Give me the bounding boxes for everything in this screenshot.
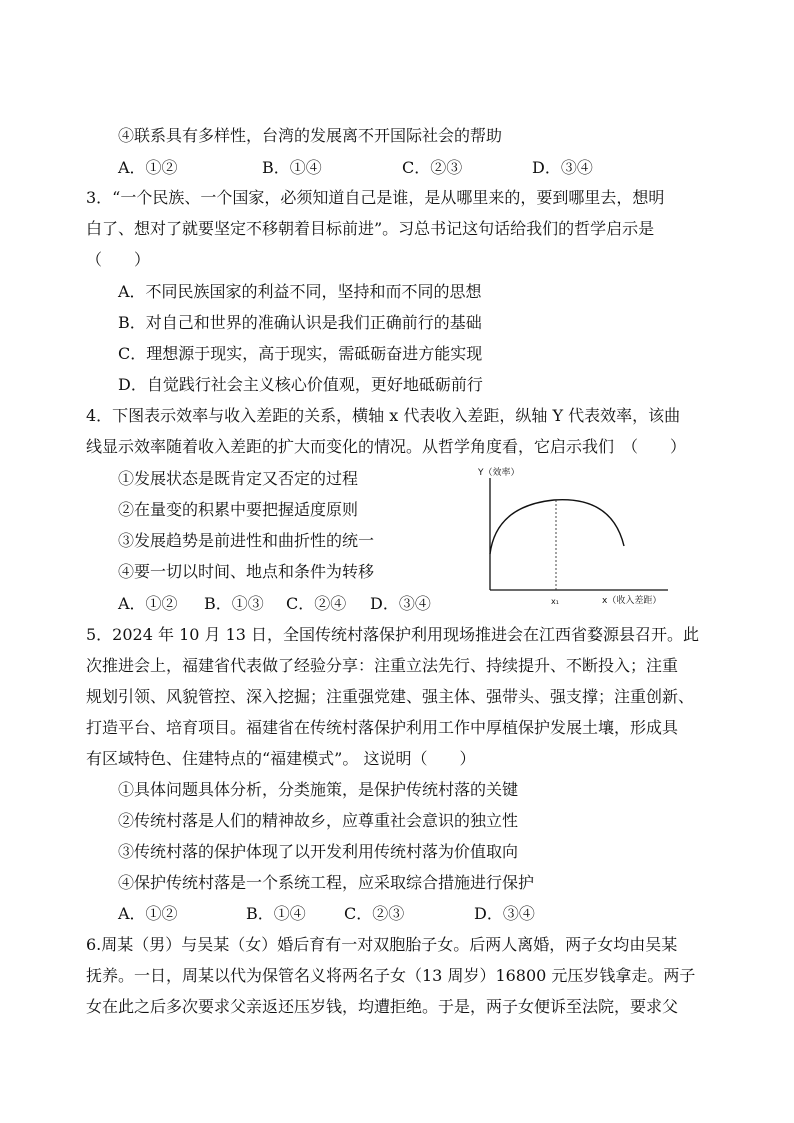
q5-item-2: ②传统村落是人们的精神故乡，应尊重社会意识的独立性 — [118, 811, 519, 830]
q3-choice-d: D．自觉践行社会主义核心价值观，更好地砥砺前行 — [118, 375, 483, 394]
q4-stem-line-1: 4．下图表示效率与收入差距的关系，横轴 x 代表收入差距，纵轴 Y 代表效率，该曲 — [86, 406, 681, 425]
efficiency-income-gap-graph — [472, 462, 682, 612]
q5-option-d: D．③④ — [474, 904, 535, 923]
q5-item-4: ④保护传统村落是一个系统工程，应采取综合措施进行保护 — [118, 873, 535, 892]
q4-option-b: B．①③ — [204, 594, 264, 613]
q3-stem-line-2: 白了、想对了就要坚定不移朝着目标前进”。习总书记这句话给我们的哲学启示是 — [86, 219, 655, 238]
q5-option-c: C．②③ — [344, 904, 405, 923]
q5-option-a: A．①② — [118, 904, 178, 923]
graph-curve — [490, 500, 624, 554]
q4-option-a: A．①② — [118, 594, 178, 613]
graph-y-axis-label: Y（效率） — [478, 468, 520, 478]
q6-stem-line-3: 女在此之后多次要求父亲返还压岁钱，均遭拒绝。于是，两子女便诉至法院，要求父 — [86, 997, 679, 1016]
q5-stem-line-5: 有区域特色、住建特点的“福建模式”。 这说明（ ） — [86, 749, 476, 768]
q2-option-a: A．①② — [118, 158, 178, 177]
q3-choice-a: A．不同民族国家的利益不同，坚持和而不同的思想 — [118, 282, 482, 301]
q2-option-c: C．②③ — [402, 158, 463, 177]
q4-option-d: D．③④ — [370, 594, 431, 613]
q6-stem-line-1: 6.周某（男）与吴某（女）婚后育有一对双胞胎子女。后两人离婚，两子女均由吴某 — [86, 935, 678, 954]
q3-choice-b: B．对自己和世界的准确认识是我们正确前行的基础 — [118, 313, 482, 332]
q5-item-1: ①具体问题具体分析，分类施策，是保护传统村落的关键 — [118, 780, 519, 799]
q3-choice-c: C．理想源于现实，高于现实，需砥砺奋进方能实现 — [118, 344, 483, 363]
q3-stem-line-1: 3．“一个民族、一个国家，必须知道自己是谁，是从哪里来的，要到哪里去，想明 — [86, 188, 665, 207]
q2-option-b: B．①④ — [262, 158, 322, 177]
graph-x-axis-label: x（收入差距） — [602, 596, 662, 606]
graph-x1-label: x₁ — [551, 597, 559, 606]
q4-option-c: C．②④ — [286, 594, 347, 613]
q5-stem-line-4: 打造平台、培育项目。福建省在传统村落保护利用工作中厚植保护发展土壤，形成具 — [86, 718, 679, 737]
q4-item-1: ①发展状态是既肯定又否定的过程 — [118, 469, 359, 488]
q5-stem-line-1: 5．2024 年 10 月 13 日，全国传统村落保护利用现场推进会在江西省婺源县召开。此 — [86, 625, 700, 644]
q2-item-4: ④联系具有多样性，台湾的发展离不开国际社会的帮助 — [118, 126, 503, 145]
q4-item-2: ②在量变的积累中要把握适度原则 — [118, 500, 359, 519]
q5-option-b: B．①④ — [246, 904, 306, 923]
q5-item-3: ③传统村落的保护体现了以开发利用传统村落为价值取向 — [118, 842, 519, 861]
q4-item-4: ④要一切以时间、地点和条件为转移 — [118, 562, 375, 581]
q5-stem-line-2: 次推进会上，福建省代表做了经验分享：注重立法先行、持续提升、不断投入；注重 — [86, 656, 679, 675]
q2-option-d: D．③④ — [532, 158, 593, 177]
q4-stem-line-2: 线显示效率随着收入差距的扩大而变化的情况。从哲学角度看，它启示我们 （ ） — [86, 437, 687, 456]
q4-item-3: ③发展趋势是前进性和曲折性的统一 — [118, 531, 375, 550]
q6-stem-line-2: 抚养。一日，周某以代为保管名义将两名子女（13 周岁）16800 元压岁钱拿走。两子 — [86, 966, 696, 985]
q5-stem-line-3: 规划引领、风貌管控、深入挖掘；注重强党建、强主体、强带头、强支撑；注重创新、 — [86, 687, 695, 706]
q3-answer-bracket: （ ） — [86, 250, 151, 269]
